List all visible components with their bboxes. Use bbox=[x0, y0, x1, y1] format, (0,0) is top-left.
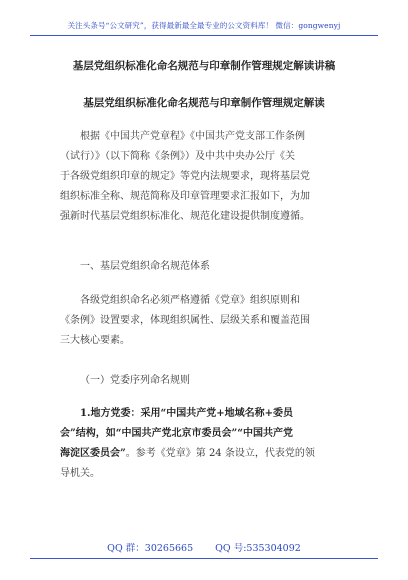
document-title: 基层党组织标准化命名规范与印章制作管理规定解读讲稿 bbox=[72, 60, 336, 72]
text-line: 《条例》设置要求，体现组织属性、层级关系和覆盖范围 bbox=[60, 315, 310, 326]
footer-contact bbox=[0, 540, 408, 554]
text-line: 根据《中国共产党章程》《中国共产党支部工作条例 bbox=[80, 131, 305, 142]
qq-number: QQ 号:535304092 bbox=[215, 543, 301, 554]
section-heading-text: 一、基层党组织命名规范体系 bbox=[80, 261, 210, 272]
text-line: 于各级党组织印章的规定》等党内法规要求，现将基层党 bbox=[60, 171, 310, 182]
text-line: 三大核心要素。 bbox=[60, 335, 130, 346]
subsection-heading-text: （一）党委序列命名规则 bbox=[80, 375, 190, 386]
qq-group: QQ 群：30265665 bbox=[107, 543, 194, 554]
subsection-heading bbox=[60, 371, 352, 391]
subsection-paragraph bbox=[60, 404, 352, 484]
bold-text: 海淀区委员会” bbox=[60, 448, 126, 459]
header-banner: 关注头条号“公文研究”，获得最新最全最专业的公文资料库！ 微信：gongwenyj bbox=[30, 20, 378, 36]
footer-divider bbox=[30, 558, 378, 559]
text-line: 强新时代基层党组织标准化、规范化建设提供制度遵循。 bbox=[60, 211, 310, 222]
text-line bbox=[60, 444, 352, 464]
text-line: 各级党组织命名必须严格遵循《党章》组织原则和 bbox=[80, 295, 300, 306]
text-line: （试行）》（以下简称《条例》）及中共中央办公厅《关 bbox=[60, 151, 295, 162]
regular-text: 。参考《党章》第 24 条设立，代表党的领 bbox=[125, 448, 315, 459]
document-heading: 基层党组织标准化命名规范与印章制作管理规定解读 bbox=[83, 97, 325, 109]
text-line: 导机关。 bbox=[60, 468, 100, 479]
text-line: 组织标准全称、规范简称及印章管理要求汇报如下，为加 bbox=[60, 191, 310, 202]
section-heading bbox=[60, 257, 352, 277]
section-paragraph bbox=[60, 291, 352, 351]
text-line: 1.地方党委：采用“中国共产党+地域名称+委员 bbox=[80, 408, 293, 419]
text-line: 会”结构，如“中国共产党北京市委员会”“中国共产党 bbox=[60, 428, 294, 439]
intro-paragraph bbox=[60, 127, 352, 227]
